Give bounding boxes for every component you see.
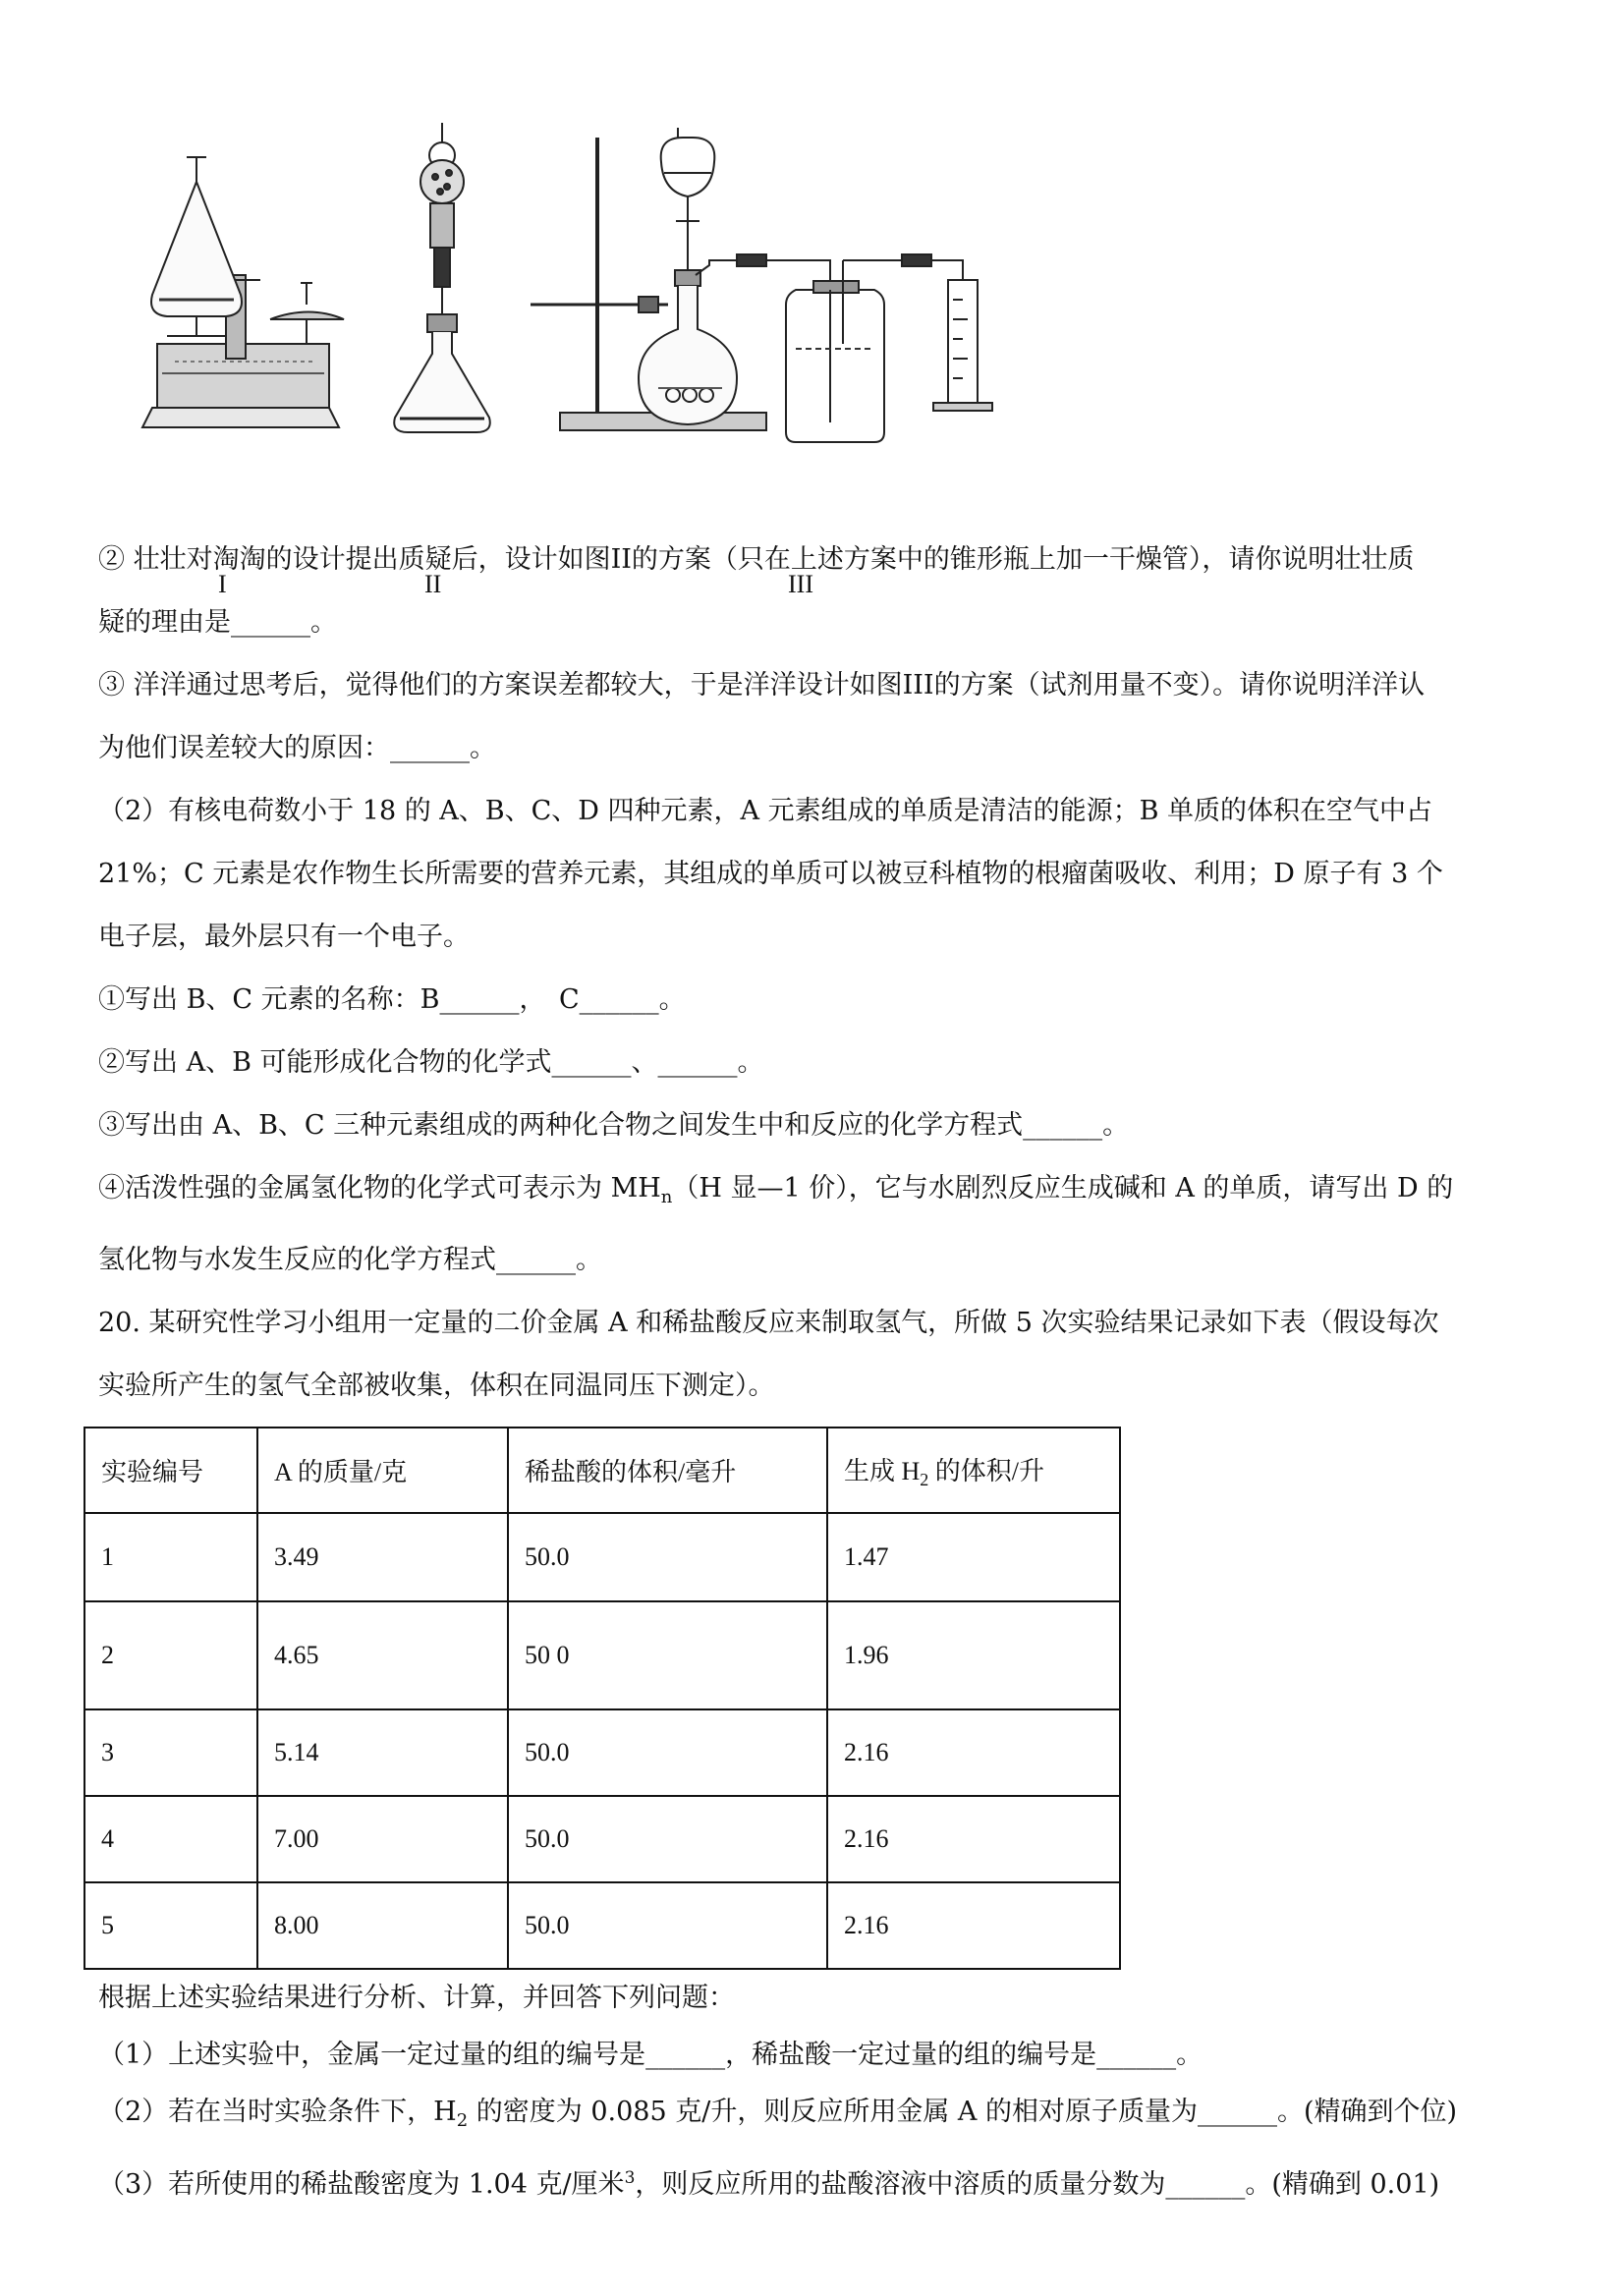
flask-with-drying-tube-icon: [394, 123, 490, 432]
table-cell: 3.49: [257, 1513, 508, 1601]
header-cell: [827, 1428, 1120, 1513]
text-line: ①写出 B、C 元素的名称：B______， C______。: [98, 984, 686, 1015]
table-cell: 2.16: [827, 1796, 1120, 1882]
text-line: 根据上述实验结果进行分析、计算，并回答下列问题：: [98, 1983, 735, 2013]
text-part: 的密度为 0.085 克/升，则反应所用金属 A 的相对原子质量为______。(精确到个位): [468, 2097, 1458, 2127]
text-part: （3）若所使用的稀盐酸密度为 1.04 克/厘米: [98, 2169, 625, 2200]
text-line: 电子层，最外层只有一个电子。: [98, 922, 470, 952]
table-row: [84, 1601, 1120, 1709]
figure-label-i: I: [218, 570, 227, 598]
text-line: 为他们误差较大的原因：______。: [98, 733, 496, 763]
text-line: ③ 洋洋通过思考后，觉得他们的方案误差都较大，于是洋洋设计如图III的方案（试剂用量不变）。请你说明洋洋认: [98, 670, 1426, 700]
table-cell: 1.96: [827, 1601, 1120, 1709]
text-part: （2）若在当时实验条件下，H: [98, 2097, 457, 2127]
text-line: 21%；C 元素是农作物生长所需要的营养元素，其组成的单质可以被豆科植物的根瘤菌吸收、利用；D 原子有 3 个: [98, 859, 1443, 889]
experiment-table: [84, 1427, 1121, 1970]
text-line: 氢化物与水发生反应的化学方程式______。: [98, 1245, 602, 1275]
header-cell: 稀盐酸的体积/毫升: [508, 1428, 827, 1513]
table-cell: 4.65: [257, 1601, 508, 1709]
text-line-hydride: [98, 1157, 1533, 1229]
table-cell: 50.0: [508, 1882, 827, 1969]
text-line: 实验所产生的氢气全部被收集，体积在同温同压下测定）。: [98, 1371, 775, 1401]
table-cell: 50.0: [508, 1513, 827, 1601]
table-cell: 2.16: [827, 1709, 1120, 1796]
subscript: 2: [920, 1469, 929, 1489]
text-part: 生成 H: [844, 1456, 921, 1485]
table-cell: 2: [84, 1601, 257, 1709]
text-line: ③写出由 A、B、C 三种元素组成的两种化合物之间发生中和反应的化学方程式______。: [98, 1110, 1130, 1141]
table-row: [84, 1513, 1120, 1601]
figure-label-iii: III: [788, 570, 813, 598]
text-line-q2: [98, 2084, 1533, 2150]
table-cell: 1: [84, 1513, 257, 1601]
text-line: ②写出 A、B 可能形成化合物的化学式______、______。: [98, 1047, 764, 1078]
table-cell: 5.14: [257, 1709, 508, 1796]
figure-label-ii: II: [424, 570, 442, 598]
text-line-q3: [98, 2150, 1533, 2213]
text-line: （2）有核电荷数小于 18 的 A、B、C、D 四种元素，A 元素组成的单质是清洁的能源；B 单质的体积在空气中占: [98, 796, 1433, 826]
table-row: [84, 1796, 1120, 1882]
header-cell: 实验编号: [84, 1428, 257, 1513]
gas-collection-apparatus-icon: [531, 128, 992, 442]
balance-with-flask-icon: [142, 157, 344, 427]
text-part: 的体积/升: [928, 1456, 1045, 1485]
text-part: ，则反应所用的盐酸溶液中溶质的质量分数为______。(精确到 0.01): [635, 2169, 1440, 2200]
table-cell: 4: [84, 1796, 257, 1882]
table-cell: 1.47: [827, 1513, 1120, 1601]
apparatus-drawing: [108, 108, 1552, 511]
table-cell: 50.0: [508, 1709, 827, 1796]
table-cell: 5: [84, 1882, 257, 1969]
text-line: （1）上述实验中，金属一定过量的组的编号是______，稀盐酸一定过量的组的编号是______。: [98, 2040, 1203, 2070]
text-line: 20. 某研究性学习小组用一定量的二价金属 A 和稀盐酸反应来制取氢气，所做 5 次实验结果记录如下表（假设每次: [98, 1308, 1439, 1338]
table-cell: 2.16: [827, 1882, 1120, 1969]
subscript: n: [660, 1187, 673, 1207]
header-cell: A 的质量/克: [257, 1428, 508, 1513]
table-cell: 7.00: [257, 1796, 508, 1882]
table-cell: 50.0: [508, 1796, 827, 1882]
table-cell: 8.00: [257, 1882, 508, 1969]
superscript: 3: [624, 2168, 636, 2188]
text-part: ④活泼性强的金属氢化物的化学式可表示为 MH: [98, 1173, 661, 1204]
table-cell: 3: [84, 1709, 257, 1796]
table-cell: 50 0: [508, 1601, 827, 1709]
subscript: 2: [456, 2110, 469, 2131]
table-header-row: [84, 1428, 1120, 1513]
question-text-upper: [98, 529, 1533, 1418]
text-line: ② 壮壮对淘淘的设计提出质疑后，设计如图II的方案（只在上述方案中的锥形瓶上加一干燥管），请你说明壮壮质: [98, 544, 1415, 575]
text-line: 疑的理由是______。: [98, 607, 337, 638]
table-row: [84, 1709, 1120, 1796]
text-part: （H 显—1 价），它与水剧烈反应生成碱和 A 的单质，请写出 D 的: [672, 1173, 1454, 1204]
table-row: [84, 1882, 1120, 1969]
question-text-lower: [98, 1970, 1533, 2213]
